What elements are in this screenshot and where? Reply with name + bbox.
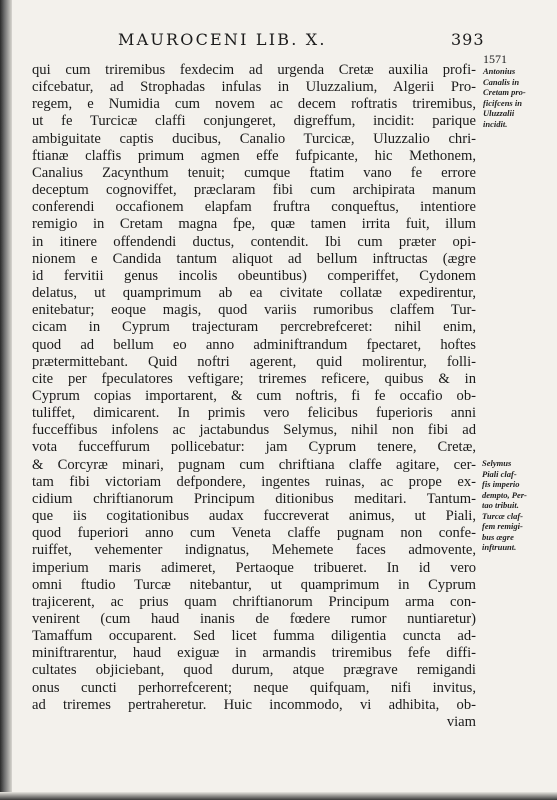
text-line: in itinere offendendi ductus, contendit. Ibi cum præter opi- — [32, 233, 476, 250]
text-line: venirent (cum haud inanis de fœdere rumor nuntiaretur) — [32, 611, 476, 627]
text-line: enitebatur; eoque magis, quod variis rumoribus claffem Tur- — [32, 302, 476, 319]
marginal-line: incidit. — [483, 118, 508, 129]
text-line: deceptum cognoviffet, præclaram fibi cum archipirata manum — [32, 182, 476, 199]
page-bottom-shadow — [0, 792, 557, 800]
marginal-line: inftruunt. — [482, 542, 517, 552]
marginal-line: fis imperio — [482, 479, 520, 489]
text-line: regem, e Numidia cum novem ac decem roftratis triremibus, — [32, 96, 476, 113]
text-line: onus cuncti perhorrefcerent; neque quifquam, nifi invitus, — [32, 679, 476, 696]
text-line: cifcebatur, ad Strophadas infulas in Uluzzalium, Algerii Pro- — [32, 79, 476, 96]
text-line: qui cum triremibus fexdecim ad urgenda Cretæ auxilia profi- — [32, 62, 476, 78]
body-text — [32, 62, 476, 731]
text-line: remigio in Cretam magna fpe, quæ tamen irrita fuit, illum — [32, 216, 476, 233]
marginal-line: Cretam pro- — [483, 87, 526, 97]
text-line: Canalius Zacynthum tenuit; cumque ftatim vano fe errore — [32, 164, 476, 181]
text-line: id fervitii genus incolis obeuntibus) comperiffet, Cydonem — [32, 267, 476, 284]
text-line: cultates objiciebant, quod durum, atque prægrave remigandi — [32, 662, 476, 679]
text-line: viam — [446, 713, 476, 730]
marginal-line: bus ægre — [482, 531, 514, 542]
text-line: ftianæ claffis primum agmen effe fufpicante, hic Methonem, — [32, 147, 476, 164]
text-line: & Corcyræ minari, pugnam cum chriftiana claffe agitare, cer- — [32, 456, 476, 473]
text-line: Tamaffum occuparent. Sed licet fumma diligentia cuncta ad- — [32, 628, 476, 645]
marginal-line: Turcæ claf- — [482, 510, 523, 521]
text-line: conferendi occafionem elapfam fruftra conqueftus, intentiore — [32, 199, 476, 216]
text-line: delatus, ut quamprimum ab ea civitate collatæ expedirentur, — [32, 285, 476, 302]
text-line: omni ftudio Turcæ nitebantur, ut quamprimum in Cyprum — [32, 576, 476, 593]
marginal-line: tao tribuit. — [482, 500, 519, 510]
marginal-note-canalis — [483, 52, 553, 129]
text-line: fucceffibus infolens ac jactabundus Selymus, nihil non fibi ad — [32, 422, 476, 439]
running-title: MAUROCENI LIB. X. — [118, 30, 327, 49]
text-line: imperium maris adimeret, Pertaoque tribueret. In id vero — [32, 559, 476, 576]
marginal-note-selymus — [482, 458, 554, 553]
text-line: ambiguitate captis ducibus, Canalio Turcicæ, Uluzzalio chri- — [32, 130, 476, 147]
text-line: prætermittebant. Quid noftri agerent, quid molirentur, folli- — [32, 353, 476, 370]
text-line: miniftrarentur, haud exiguæ in armandis triremibus fefe diffi- — [32, 645, 476, 662]
text-line: Cyprum copias importarent, & cum noftris, fi fe occafio ob- — [32, 387, 476, 404]
marginal-line: Piali claf- — [482, 468, 517, 479]
text-line: cite per fpeculatores veftigare; triremes reficere, quibus & in — [32, 370, 476, 387]
page-binding-shadow — [0, 0, 12, 800]
text-line: ut fe Turcicæ claffi conjungeret, digreffum, incidit: parique — [32, 113, 476, 130]
marginal-line: dempto, Per- — [482, 489, 527, 500]
text-line: quod fuperiori anno cum Veneta claffe pugnam non confe- — [32, 525, 476, 542]
text-line: que iis cogitationibus audax fuccreverat animus, ut Piali, — [32, 508, 476, 525]
text-line: ad triremes pertraheretur. Huic incommodo, vi adhibita, ob- — [32, 696, 476, 713]
marginal-line: Canalis in — [483, 76, 520, 87]
marginal-line: Antonius — [483, 66, 516, 76]
text-line: ruiffet, vehementer indignatus, Mehemete faces admovente, — [32, 542, 476, 559]
text-line: trajicerent, ac prius quam chriftianorum Principum arma con- — [32, 593, 476, 610]
text-line: nionem e Candida tantum aliquot ad bellum inftructas (ægre — [32, 250, 476, 267]
text-line: tam fibi victoriam defpondere, ingentes ruinas, ac prope ex- — [32, 473, 476, 490]
marginal-line: ficifcens in — [483, 97, 522, 108]
text-line: vota fucceffurum pollicebatur: jam Cyprum tenere, Cretæ, — [32, 439, 476, 456]
text-line: quod ad bellum eo anno adminiftrandum fpectaret, hoftes — [32, 336, 476, 353]
text-line: cicam in Cyprum trajecturam percrebrefceret: nihil enim, — [32, 319, 476, 336]
marginal-year: 1571 — [483, 52, 507, 66]
marginal-line: Uluzzalii — [483, 108, 515, 118]
text-line: tuliffet, dimicarent. In primis vero felicibus fuperioris anni — [32, 405, 476, 422]
marginal-line: Selymus — [482, 458, 512, 468]
page-number: 393 — [451, 30, 485, 49]
text-line: cidium chriftianorum Principum ditionibus meditari. Tantum- — [32, 490, 476, 507]
marginal-line: fem remigi- — [482, 521, 523, 531]
